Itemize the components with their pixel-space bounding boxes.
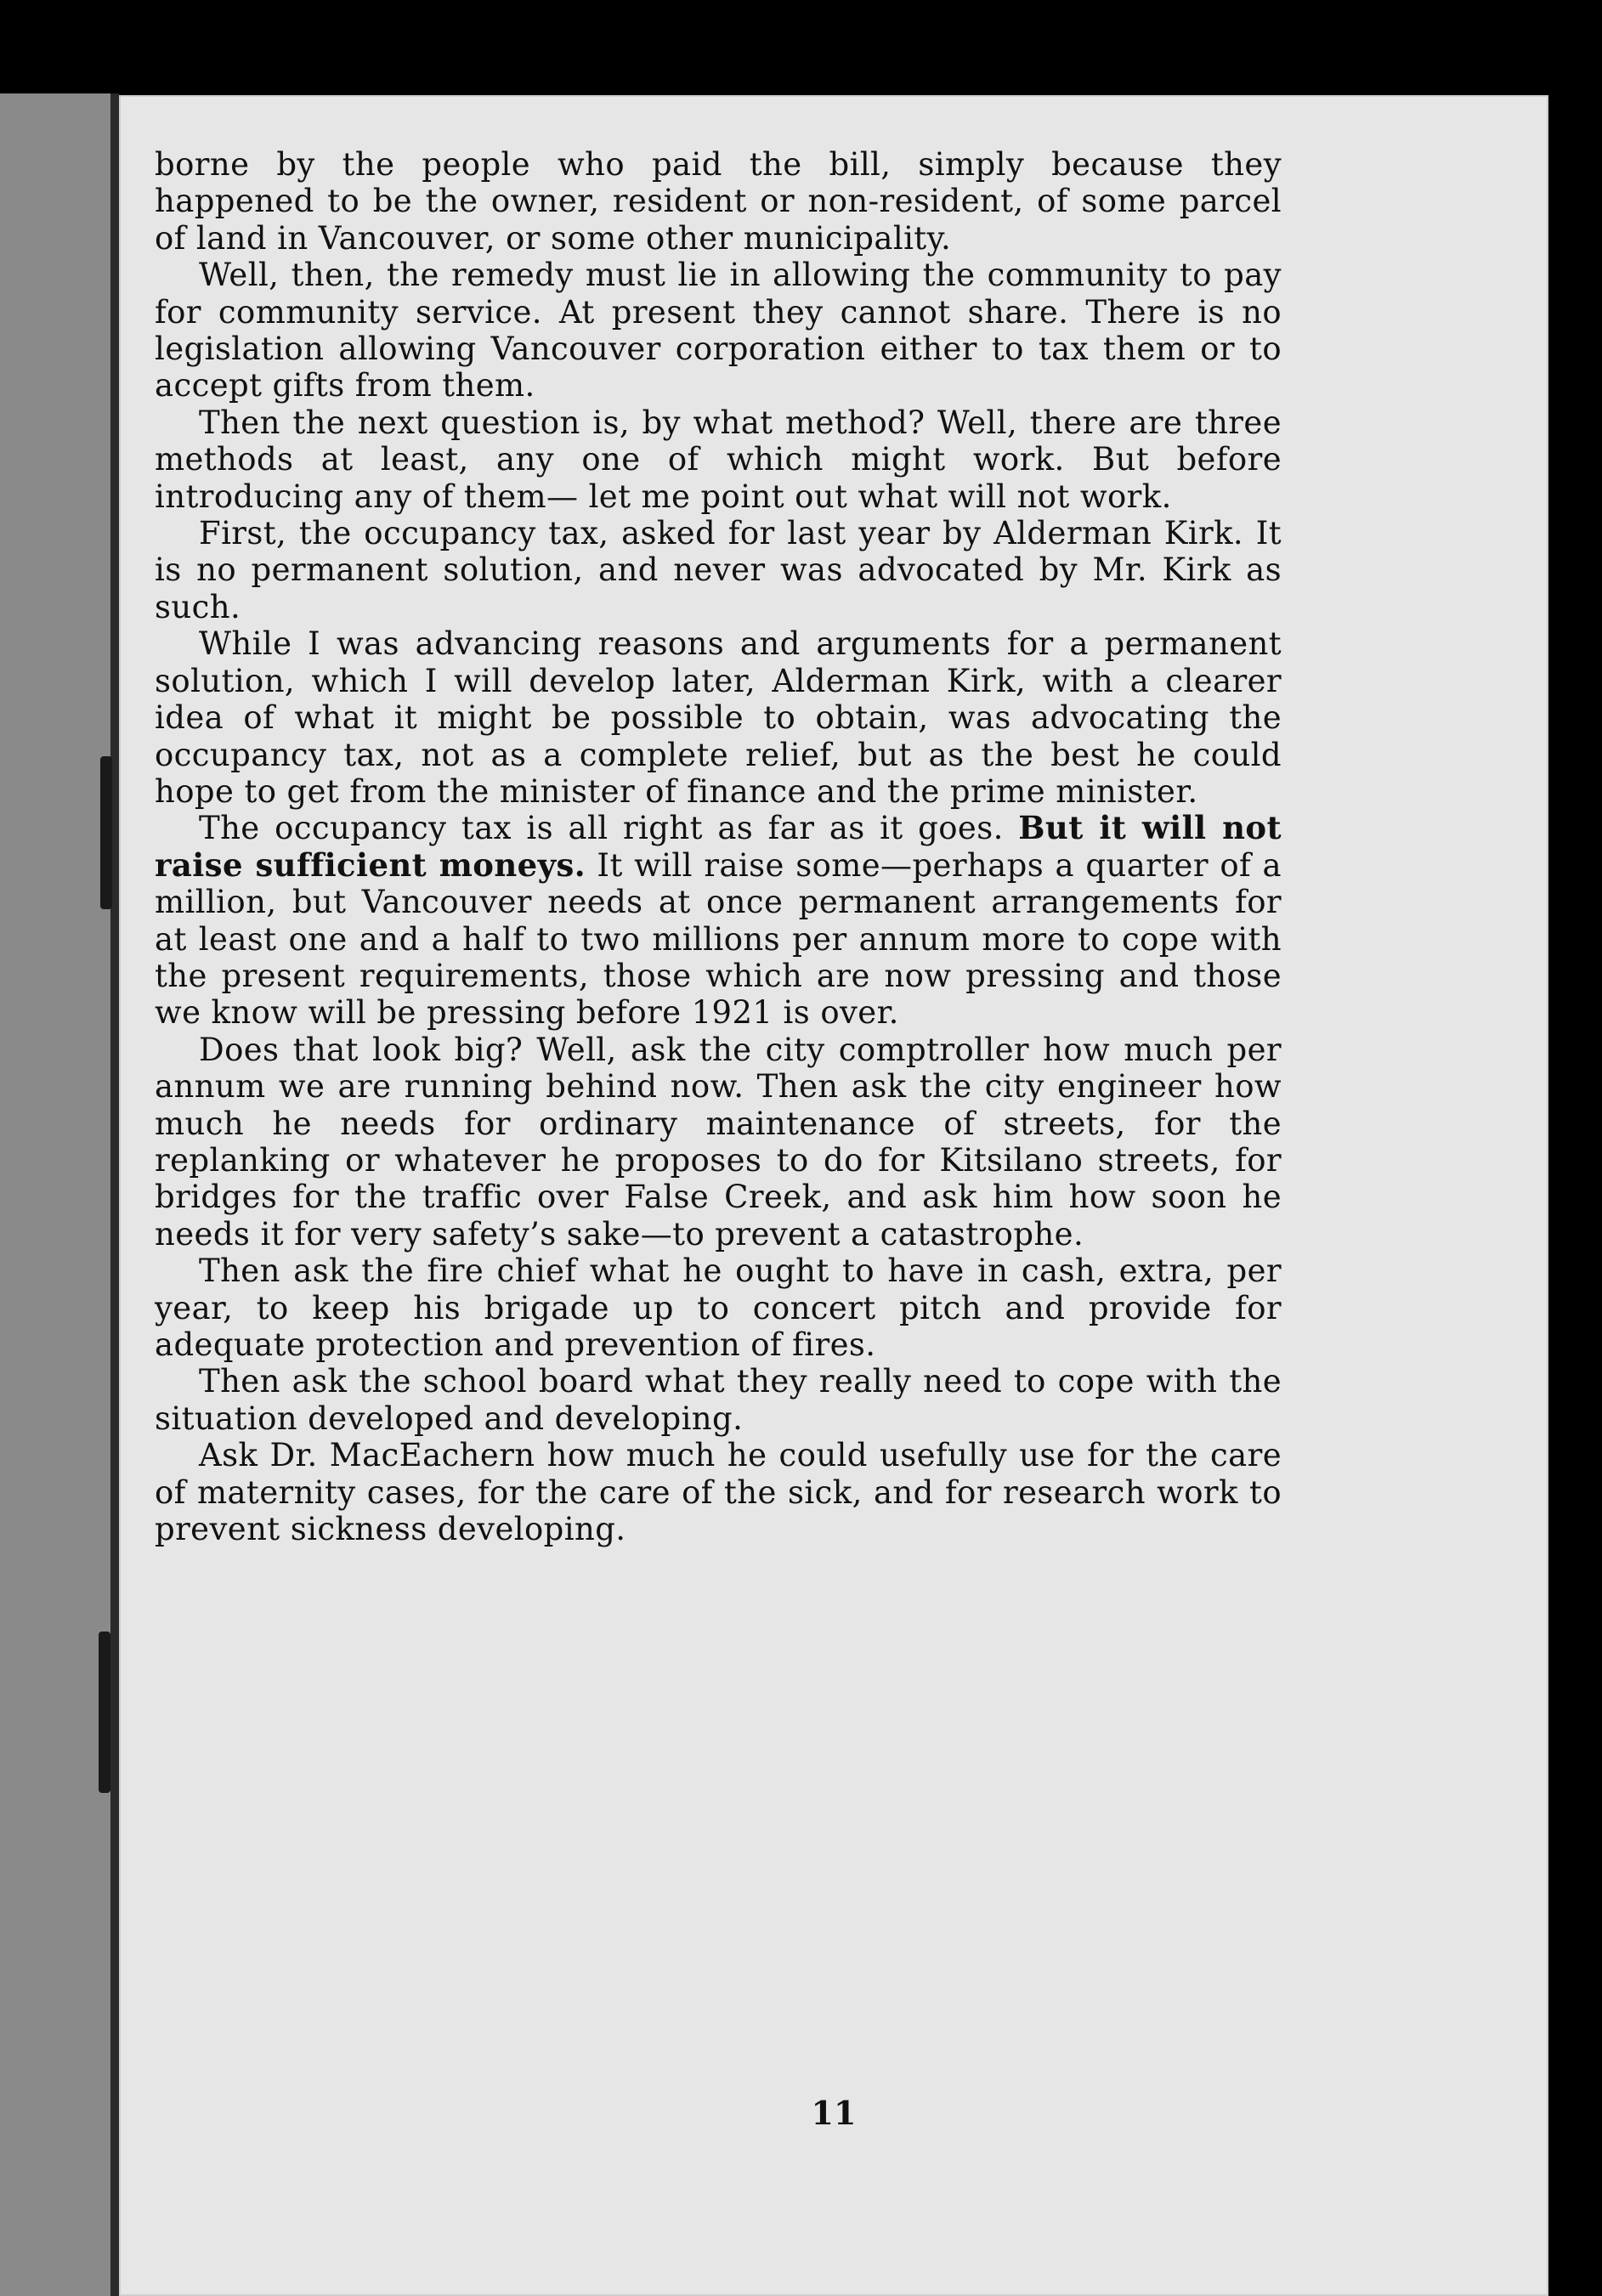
facing-page-edge	[0, 93, 117, 2296]
book-binding	[110, 93, 119, 2296]
body-text	[155, 146, 1282, 1547]
paragraph	[155, 404, 1282, 515]
paragraph-text: Well, then, the remedy must lie in allowing the community to pay for community service. At present they cannot share. There is no legislation allowing Vancouver corporation either to tax them or to accept gifts from them.	[155, 257, 1282, 404]
paragraph	[155, 625, 1282, 810]
paragraph-text: Then ask the school board what they really need to cope with the situation developed and developing.	[155, 1363, 1282, 1437]
paragraph-text: borne by the people who paid the bill, simply because they happened to be the owner, resident or non-resident, of some parcel of land in Vancouver, or some other municipality.	[155, 146, 1282, 257]
paragraph	[155, 1437, 1282, 1547]
paragraph	[155, 1032, 1282, 1253]
page-number: 11	[811, 2094, 857, 2132]
paragraph	[155, 257, 1282, 404]
bold-text: But it will not raise sufficient moneys.	[155, 809, 1282, 884]
paragraph	[155, 810, 1282, 1031]
paragraph-text: The occupancy tax is all right as far as it goes.	[199, 810, 1019, 847]
paragraph-text: Then the next question is, by what method? Well, there are three methods at least, any one of which might work. But before introducing any of them— let me point out what will not work.	[155, 404, 1282, 515]
paragraph	[155, 1253, 1282, 1363]
paragraph-text: While I was advancing reasons and arguments for a permanent solution, which I will develop later, Alderman Kirk, with a clearer idea of what it might be possible to obtain, was advocating the occupancy tax, not as a complete relief, but as the best he could hope to get from the minister of finance and the prime minister.	[155, 625, 1282, 810]
paragraph-text: It will raise some—perhaps a quarter of a million, but Vancouver needs at once permanent arrangements for at least one and a half to two millions per annum more to cope with the present requirements, those which are now pressing and those we know will be pressing before 1921 is over.	[155, 846, 1282, 1032]
paragraph-text: Then ask the fire chief what he ought to have in cash, extra, per year, to keep his brigade up to concert pitch and provide for adequate protection and prevention of fires.	[155, 1253, 1282, 1363]
staple-top	[100, 756, 112, 909]
paragraph-text: Ask Dr. MacEachern how much he could usefully use for the care of maternity cases, for the care of the sick, and for research work to prevent sickness developing.	[155, 1437, 1282, 1548]
staple-bottom	[99, 1632, 110, 1793]
paragraph	[155, 515, 1282, 625]
paragraph-text: First, the occupancy tax, asked for last year by Alderman Kirk. It is no permanent solution, and never was advocated by Mr. Kirk as such.	[155, 515, 1282, 625]
paragraph-text: Does that look big? Well, ask the city comptroller how much per annum we are running behind now. Then ask the city engineer how much he needs for ordinary maintenance of streets, for the replanking or whatever he proposes to do for Kitsilano streets, for bridges for the traffic over False Creek, and ask him how soon he needs it for very safety’s sake—to prevent a catastrophe.	[155, 1031, 1282, 1253]
paragraph	[155, 1363, 1282, 1437]
paragraph	[155, 146, 1282, 257]
